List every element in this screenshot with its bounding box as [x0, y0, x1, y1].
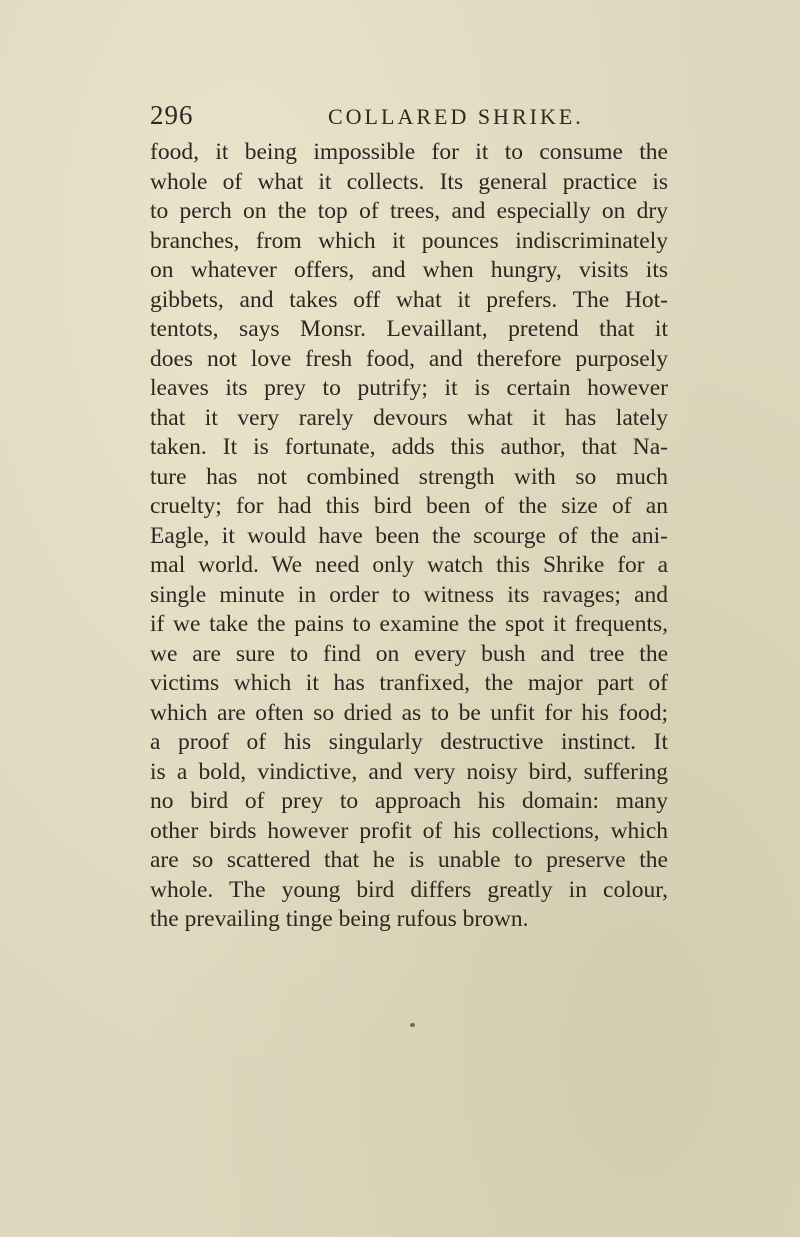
text-line: no bird of prey to approach his domain: many [150, 788, 668, 814]
text-line: mal world. We need only watch this Shrike for a [150, 552, 668, 578]
text-line: does not love fresh food, and therefore purposely [150, 345, 668, 372]
text-line: branches, from which it pounces indiscriminately [150, 227, 668, 254]
body-paragraph [150, 138, 668, 935]
text-line: single minute in order to witness its ravages; and [150, 581, 668, 608]
text-line: victims which it has tranfixed, the major part of [150, 670, 668, 696]
text-line: leaves its prey to putrify; it is certain however [150, 375, 668, 401]
text-line: is a bold, vindictive, and very noisy bird, suffering [150, 758, 668, 785]
running-head [150, 100, 670, 140]
text-line: a proof of his singularly destructive instinct. It [150, 729, 668, 755]
ink-speck [410, 1023, 415, 1027]
text-line: cruelty; for had this bird been of the size of an [150, 493, 668, 519]
text-line: food, it being impossible for it to consume the [150, 139, 668, 165]
text-line: taken. It is fortunate, adds this author, that Na- [150, 434, 668, 460]
text-line: whole of what it collects. Its general practice is [150, 168, 668, 195]
text-line: whole. The young bird differs greatly in colour, [150, 876, 668, 903]
text-line: to perch on the top of trees, and especially on dry [150, 198, 668, 224]
text-line: if we take the pains to examine the spot it frequents, [150, 611, 668, 637]
text-line: that it very rarely devours what it has lately [150, 404, 668, 431]
text-line: Eagle, it would have been the scourge of the ani- [150, 522, 668, 549]
text-line: other birds however profit of his collections, which [150, 817, 668, 844]
running-title: COLLARED SHRIKE. [328, 104, 584, 129]
text-line: the prevailing tinge being rufous brown. [150, 906, 529, 932]
text-line: we are sure to find on every bush and tree the [150, 640, 668, 667]
page-number: 296 [150, 100, 194, 130]
text-line: which are often so dried as to be unfit for his food; [150, 699, 668, 726]
text-line: gibbets, and takes off what it prefers. The Hot- [150, 286, 668, 313]
text-line: are so scattered that he is unable to preserve the [150, 847, 668, 873]
text-line: on whatever offers, and when hungry, visits its [150, 257, 668, 283]
text-line: ture has not combined strength with so much [150, 463, 668, 490]
text-line: tentots, says Monsr. Levaillant, pretend that it [150, 316, 668, 342]
